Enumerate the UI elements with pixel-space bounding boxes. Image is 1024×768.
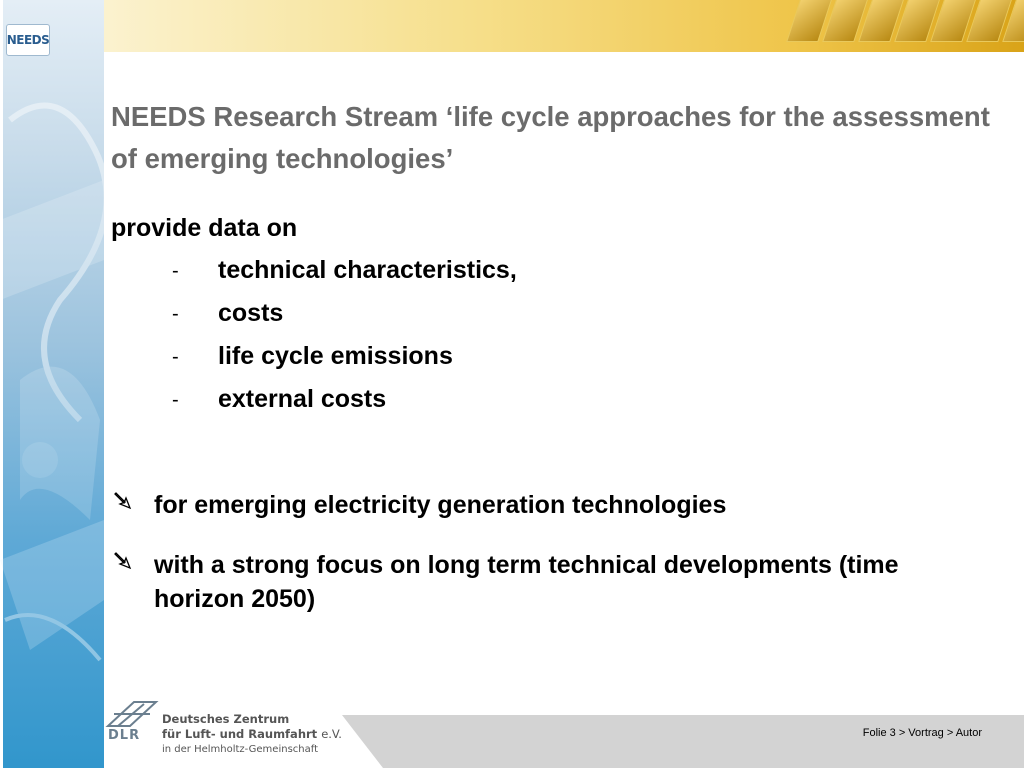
list-item-text: technical characteristics, [218,256,517,284]
dlr-line-2 [162,727,342,741]
hollow-arrow-icon [112,490,134,512]
needs-logo [6,24,50,56]
dash-marker: - [172,346,179,368]
dash-marker: - [172,389,179,411]
slide-title: NEEDS Research Stream ‘life cycle approaches for the assessment of emerging technologies’ [111,101,990,174]
dash-marker: - [172,303,179,325]
header-band [104,0,1024,52]
sidebar-texture [0,0,104,768]
dlr-line-2-suffix: e.V. [321,727,342,741]
list-item-text: costs [218,299,284,327]
dlr-line-3: in der Helmholtz-Gemeinschaft [162,744,319,755]
arrow-bullet-text: with a strong focus on long term technical developments (time horizon 2050) [154,551,899,613]
list-item-text: external costs [218,385,387,413]
footer-band [342,715,1024,768]
intro-text: provide data on [111,214,298,242]
dash-marker: - [172,260,179,282]
arrow-bullet-text: for emerging electricity generation technologies [154,491,727,519]
list-item-text: life cycle emissions [218,342,453,370]
needs-logo-text: NEEDS [6,33,50,47]
decorative-sidebar [0,0,104,768]
dlr-abbreviation: DLR [108,728,141,743]
dlr-line-1: Deutsches Zentrum [162,712,290,726]
dlr-logo [104,694,344,764]
hollow-arrow-icon [112,550,134,572]
dlr-line-2-text: für Luft- und Raumfahrt [162,727,318,741]
footer-text: Folie 3 > Vortrag > Autor [862,727,982,739]
